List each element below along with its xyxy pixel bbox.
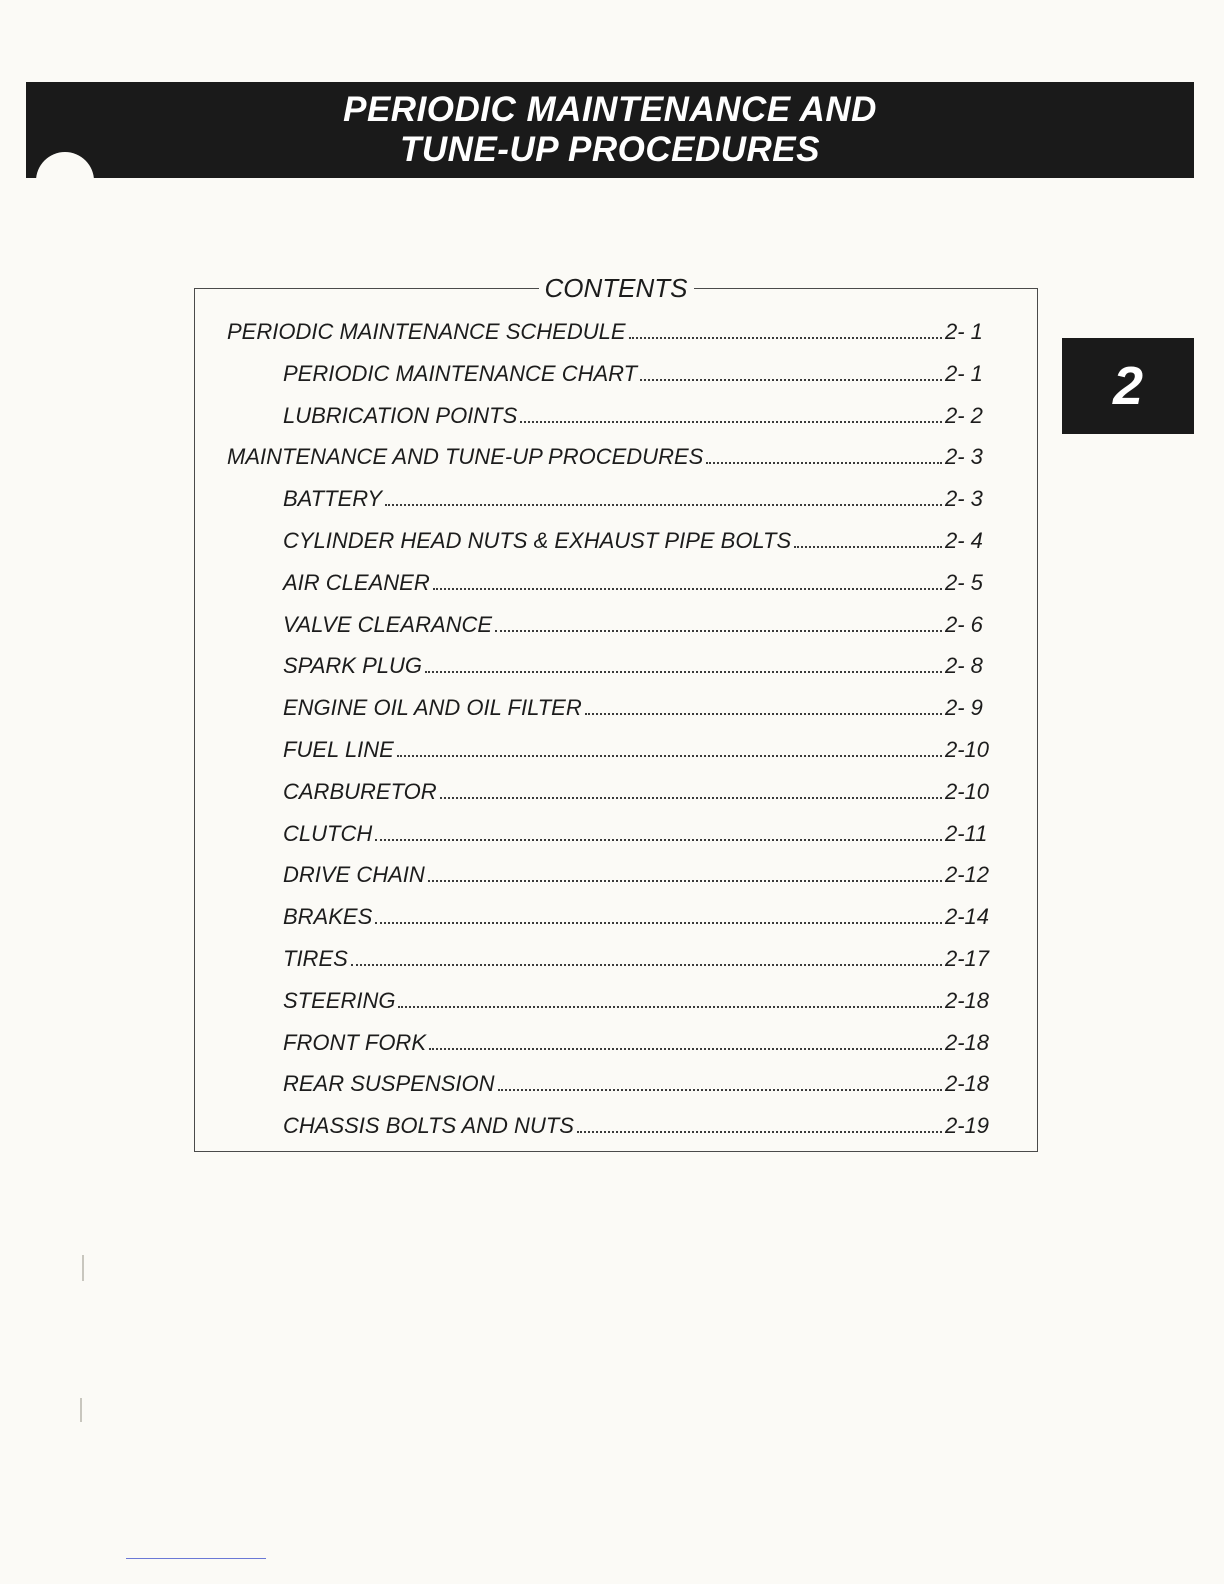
- toc-entry[interactable]: [283, 695, 1007, 721]
- bottom-rule: [126, 1558, 266, 1559]
- toc-leader-dots: [429, 1048, 942, 1050]
- toc-entry-label: CHASSIS BOLTS AND NUTS: [283, 1113, 574, 1139]
- chapter-header-bar: [26, 82, 1194, 178]
- toc-entry-page: 2-17: [945, 946, 990, 971]
- toc-entry-label: BRAKES: [283, 904, 373, 930]
- toc-entry-label: FRONT FORK: [283, 1029, 426, 1055]
- toc-entry[interactable]: [283, 653, 1007, 679]
- toc-entry-label: CARBURETOR: [283, 778, 437, 804]
- toc-entry[interactable]: [283, 862, 1007, 888]
- toc-leader-dots: [520, 421, 942, 423]
- toc-entry-label: SPARK PLUG: [283, 653, 422, 679]
- toc-entry-page: 2- 9: [945, 695, 983, 721]
- toc-entry[interactable]: [283, 988, 1007, 1014]
- toc-leader-dots: [425, 671, 942, 673]
- toc-entry[interactable]: [283, 570, 1007, 596]
- toc-leader-dots: [433, 588, 942, 590]
- toc-entry-label: REAR SUSPENSION: [283, 1071, 495, 1097]
- chapter-title: [26, 90, 1194, 170]
- toc-entry[interactable]: [283, 528, 1007, 554]
- toc-entry-label: FUEL LINE: [283, 737, 394, 762]
- toc-entry-page: 2- 8: [945, 653, 983, 679]
- toc-entry-page: 2- 5: [945, 569, 983, 595]
- toc-entry-label: PERIODIC MAINTENANCE CHART: [283, 360, 638, 386]
- contents-box: [194, 273, 1038, 1152]
- toc-leader-dots: [495, 630, 942, 632]
- toc-entry-page: 2- 2: [945, 402, 983, 428]
- toc-entry-page: 2-12: [945, 862, 990, 888]
- toc-entry-label: BATTERY: [283, 486, 383, 512]
- toc-leader-dots: [440, 797, 942, 799]
- toc-entry[interactable]: [283, 946, 1007, 972]
- toc-entry-page: 2- 4: [945, 528, 983, 553]
- toc-leader-dots: [385, 504, 942, 506]
- toc-entry-page: 2- 6: [945, 611, 983, 637]
- toc-entry-page: 2- 3: [945, 444, 983, 470]
- toc-entry-page: 2-14: [945, 904, 990, 930]
- toc-leader-dots: [398, 1006, 942, 1008]
- toc-entry-page: 2- 3: [945, 486, 983, 512]
- toc-leader-dots: [428, 880, 942, 882]
- toc-entry-page: 2- 1: [945, 319, 983, 344]
- chapter-number-tab: 2: [1062, 338, 1194, 434]
- toc-entry-label: CLUTCH: [283, 820, 373, 846]
- scan-mark: [82, 1255, 84, 1281]
- toc-entry-label: MAINTENANCE AND TUNE-UP PROCEDURES: [227, 444, 704, 470]
- toc-entry-page: 2-19: [945, 1113, 990, 1139]
- toc-leader-dots: [397, 755, 942, 757]
- toc-entry-label: AIR CLEANER: [283, 569, 430, 595]
- toc-entry-label: DRIVE CHAIN: [283, 862, 425, 888]
- toc-entry-page: 2-18: [945, 1071, 990, 1097]
- toc-entry-label: STEERING: [283, 987, 396, 1013]
- chapter-title-line-1: PERIODIC MAINTENANCE AND: [343, 90, 877, 129]
- toc-entry-label: LUBRICATION POINTS: [283, 402, 518, 428]
- toc-entry-page: 2-18: [945, 1029, 990, 1055]
- binder-hole: [36, 152, 94, 210]
- contents-heading-text: CONTENTS: [539, 273, 694, 303]
- toc-leader-dots: [375, 839, 942, 841]
- toc-leader-dots: [706, 462, 942, 464]
- toc-entry-label: TIRES: [283, 946, 348, 971]
- toc-entry-page: 2-10: [945, 737, 990, 762]
- toc-entry-label: CYLINDER HEAD NUTS & EXHAUST PIPE BOLTS: [283, 528, 792, 553]
- toc-entry[interactable]: [283, 403, 1007, 429]
- toc-entry[interactable]: [283, 361, 1007, 387]
- scan-mark: [80, 1398, 82, 1422]
- toc-leader-dots: [577, 1131, 942, 1133]
- toc-entry[interactable]: [283, 1071, 1007, 1097]
- toc-entry[interactable]: [283, 821, 1007, 847]
- toc-leader-dots: [794, 546, 942, 548]
- chapter-title-line-2: TUNE-UP PROCEDURES: [400, 130, 820, 169]
- toc-leader-dots: [585, 713, 942, 715]
- toc-entry[interactable]: [283, 612, 1007, 638]
- toc-entry[interactable]: [227, 444, 1007, 470]
- toc-entry-page: 2-10: [945, 778, 990, 804]
- toc-leader-dots: [498, 1089, 943, 1091]
- toc-entry[interactable]: [283, 1113, 1007, 1139]
- toc-leader-dots: [375, 922, 942, 924]
- contents-heading: [195, 273, 1037, 303]
- toc-entry[interactable]: [283, 904, 1007, 930]
- toc-entry-page: 2-18: [945, 987, 990, 1013]
- toc-entry-page: 2-11: [945, 820, 988, 846]
- toc-entry-label: VALVE CLEARANCE: [283, 611, 493, 637]
- toc-leader-dots: [351, 964, 942, 966]
- toc-leader-dots: [640, 379, 942, 381]
- toc-entry-page: 2- 1: [945, 360, 983, 386]
- toc-entry-label: ENGINE OIL AND OIL FILTER: [283, 695, 582, 721]
- toc-entry[interactable]: [283, 1030, 1007, 1056]
- toc-leader-dots: [629, 337, 942, 339]
- toc-entry[interactable]: [283, 486, 1007, 512]
- toc-entry[interactable]: [283, 737, 1007, 763]
- toc-entry[interactable]: [227, 319, 1007, 345]
- toc-entry[interactable]: [283, 779, 1007, 805]
- toc-entry-label: PERIODIC MAINTENANCE SCHEDULE: [227, 319, 626, 344]
